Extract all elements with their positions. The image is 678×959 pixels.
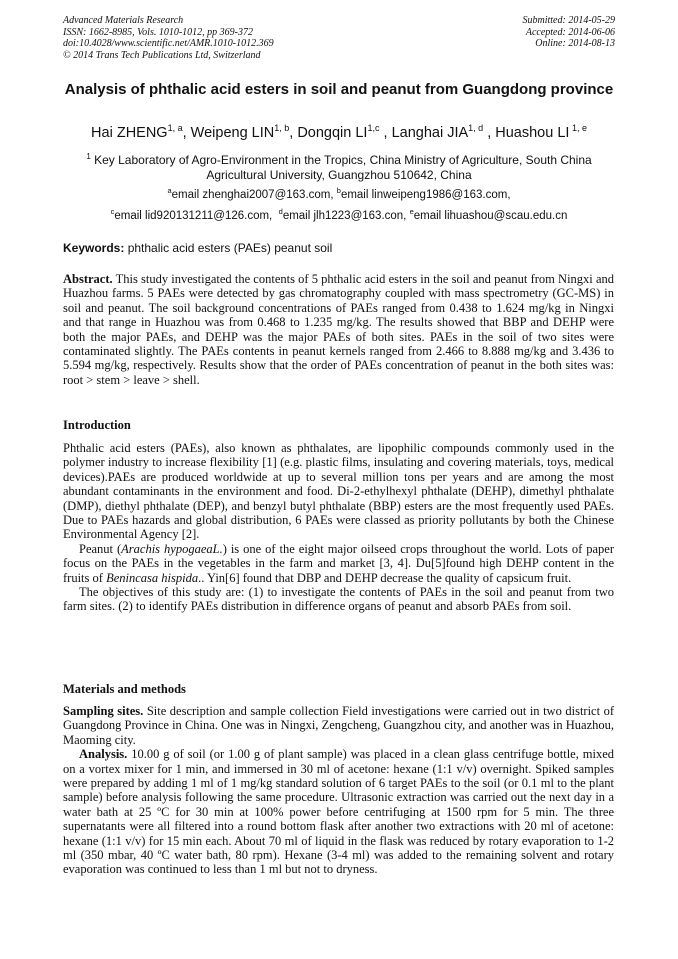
author-affiliation-marker: 1, a <box>167 123 183 133</box>
keywords-label: Keywords: <box>63 241 125 255</box>
abstract-text: This study investigated the contents of 5 phthalic acid esters in the soil and peanut from Ningxi and Huazhou farms. 5 PAEs were detected by gas chromatography coupled with mass spectrometry (GC-MS) in soil and peanut. The soil background concentrations of PAEs ranged from 0.438 to 1.624 mg/kg in Ningxi and that range in Huazhou was from 0.468 to 1.235 mg/kg. The results showed that BBP and DEHP were both the major PAEs, and DEHP was the major PAEs of both sites. PAEs in the soil of two sites were contaminated slightly. The PAEs contents in peanut kernels ranged from 2.466 to 8.888 mg/kg and 3.436 to 5.594 mg/kg, respectively. Results show that the order of PAEs concentration of peanut in the both sites was: root > stem > leave > shell. <box>63 272 614 387</box>
intro-paragraph-3: The objectives of this study are: (1) to investigate the contents of PAEs in the soil and peanut from two farm sites. (2) to identify PAEs distribution in difference organs of peanut and absorb PAEs from soil. <box>63 585 614 614</box>
author-affiliation-marker: 1,c <box>367 123 380 133</box>
author-affiliation-marker: 1, b <box>274 123 290 133</box>
author-name: Weipeng LIN <box>190 124 275 141</box>
author-list: Hai ZHENG$^{1, a}$, Weipeng LIN$^{1, b}$, Dongqin LI$^{1,c}$ , Langhai JIA$^{1, d}$ , Huashou LI $^{1, e}$ <box>91 123 587 141</box>
email-a: email zhenghai2007@163.com, <box>171 188 334 201</box>
abstract-label: Abstract. <box>63 272 113 286</box>
accepted-date: Accepted: 2014-06-06 <box>525 26 615 38</box>
author-name: Hai ZHENG <box>91 124 168 141</box>
author-name: Huashou LI <box>495 124 570 141</box>
intro-paragraph-1: Phthalic acid esters (PAEs), also known as phthalates, are lipophilic compounds commonly used in the polymer industry to increase flexibility [1] (e.g. plastic films, insulating and covering materials, toys, medical devices).PAEs are produced worldwide at up to several million tons per years and are among the most abundant contaminants in the environment and food. Di-2-ethylhexyl phthalate (DEHP), dimethyl phthalate (DMP), diethyl phthalate (DEP), and benzyl butyl phthalate (BBP) esters are the most frequently used PAEs. Due to PAEs hazards and global distribution, 6 PAEs were classed as priority pollutants by both the Chinese Environmental Agency [2]. <box>63 441 614 542</box>
abstract <box>63 272 614 387</box>
paper-title: Analysis of phthalic acid esters in soil and peanut from Guangdong province <box>64 81 614 98</box>
affiliation-text: Key Laboratory of Agro-Environment in the Tropics, China Ministry of Agriculture, South China Agricultural University, Guangzhou 510642, China <box>94 153 592 182</box>
issn-line: ISSN: 1662-8985, Vols. 1010-1012, pp 369-372 <box>63 26 253 38</box>
sampling-paragraph: Sampling sites. Site description and sample collection Field investigations were carried out in two district of Guangdong Province in China. One was in Ningxi, Zengcheng, Guangzhou city, and another was in Huazhou, Maoming city. <box>63 704 615 747</box>
intro-paragraph-2: Peanut (Arachis hypogaeaL.) is one of the eight major oilseed crops throughout the world. Lots of paper focus on the PAEs in the vegetables in the farm and market [3, 4]. Du[5]found high DEHP content in the fruits of Benincasa hispida.. Yin[6] found that DBP and DEHP decrease the quality of capsicum fruit. <box>63 541 614 585</box>
author-affiliation-marker: 1, e <box>569 123 587 133</box>
analysis-paragraph: Analysis. 10.00 g of soil (or 1.00 g of plant sample) was placed in a clean glass centrifuge bottle, mixed on a vortex mixer for 1 min, and immersed in 30 ml of acetone: hexane (1:1 v/v) overnight. Spiked samples were prepared by adding 1 ml of 1 mg/kg standard solution of 6 target PAEs to the soil (or 0.1 ml to the plant sample) before analysis following the same procedure. Ultrasonic extraction was carried out the next day in a water bath at 25 ºC for 30 min at 100% power before centrifuging at 1500 rpm for 5 min. The three supernatants were all filtered into a round bottom flask after another two extractions with 20 ml of acetone: hexane (1:1 v/v) for 15 min each. About 70 ml of liquid in the flask was reduced by rotary evaporation to 1-2 ml (350 mbar, 40 ºC water bath, 80 rpm). Hexane (3-4 ml) was added to the remaining solvent and rotary evaporation was continued to less than 1 ml but not to dryness. <box>63 747 614 877</box>
email-line-1: $^a$email zhenghai2007@163.com, $^b$email linweipeng1986@163.com, <box>167 186 511 201</box>
email-e: email lihuashou@scau.edu.cn <box>413 209 568 222</box>
sampling-label: Sampling sites. <box>63 704 144 718</box>
species-name: Arachis hypogaeaL. <box>121 541 223 556</box>
species-name: Benincasa hispida <box>106 570 199 585</box>
email-b: email linweipeng1986@163.com, <box>340 188 511 201</box>
introduction-heading: Introduction <box>63 418 131 432</box>
journal-name: Advanced Materials Research <box>63 15 184 26</box>
publication-info <box>63 15 274 61</box>
author-name: Dongqin LI <box>297 124 368 141</box>
doi-line: doi:10.4028/www.scientific.net/AMR.1010-1012.369 <box>63 38 274 49</box>
email-d: email jlh1223@163.con, <box>282 209 407 222</box>
keywords <box>63 241 332 255</box>
publication-dates <box>523 15 616 50</box>
email-c: email lid920131211@126.com, <box>114 209 273 222</box>
online-date: Online: 2014-08-13 <box>535 38 615 49</box>
author-name: Langhai JIA <box>391 124 469 141</box>
affiliation <box>63 149 615 183</box>
methods-body <box>63 704 614 877</box>
affiliation-marker: 1 <box>86 152 91 161</box>
author-affiliation-marker: 1, d <box>468 123 484 133</box>
copyright-line: © 2014 Trans Tech Publications Ltd, Switzerland <box>63 49 261 61</box>
keywords-text: phthalic acid esters (PAEs) peanut soil <box>127 241 333 255</box>
submitted-date: Submitted: 2014-05-29 <box>522 15 615 26</box>
email-line-2: $^c$email lid920131211@126.com, $^d$email jlh1223@163.con, $^e$email lihuashou@scau.edu.cn <box>110 207 568 222</box>
analysis-label: Analysis. <box>79 747 128 762</box>
methods-heading: Materials and methods <box>63 682 186 696</box>
introduction-body <box>63 441 614 614</box>
